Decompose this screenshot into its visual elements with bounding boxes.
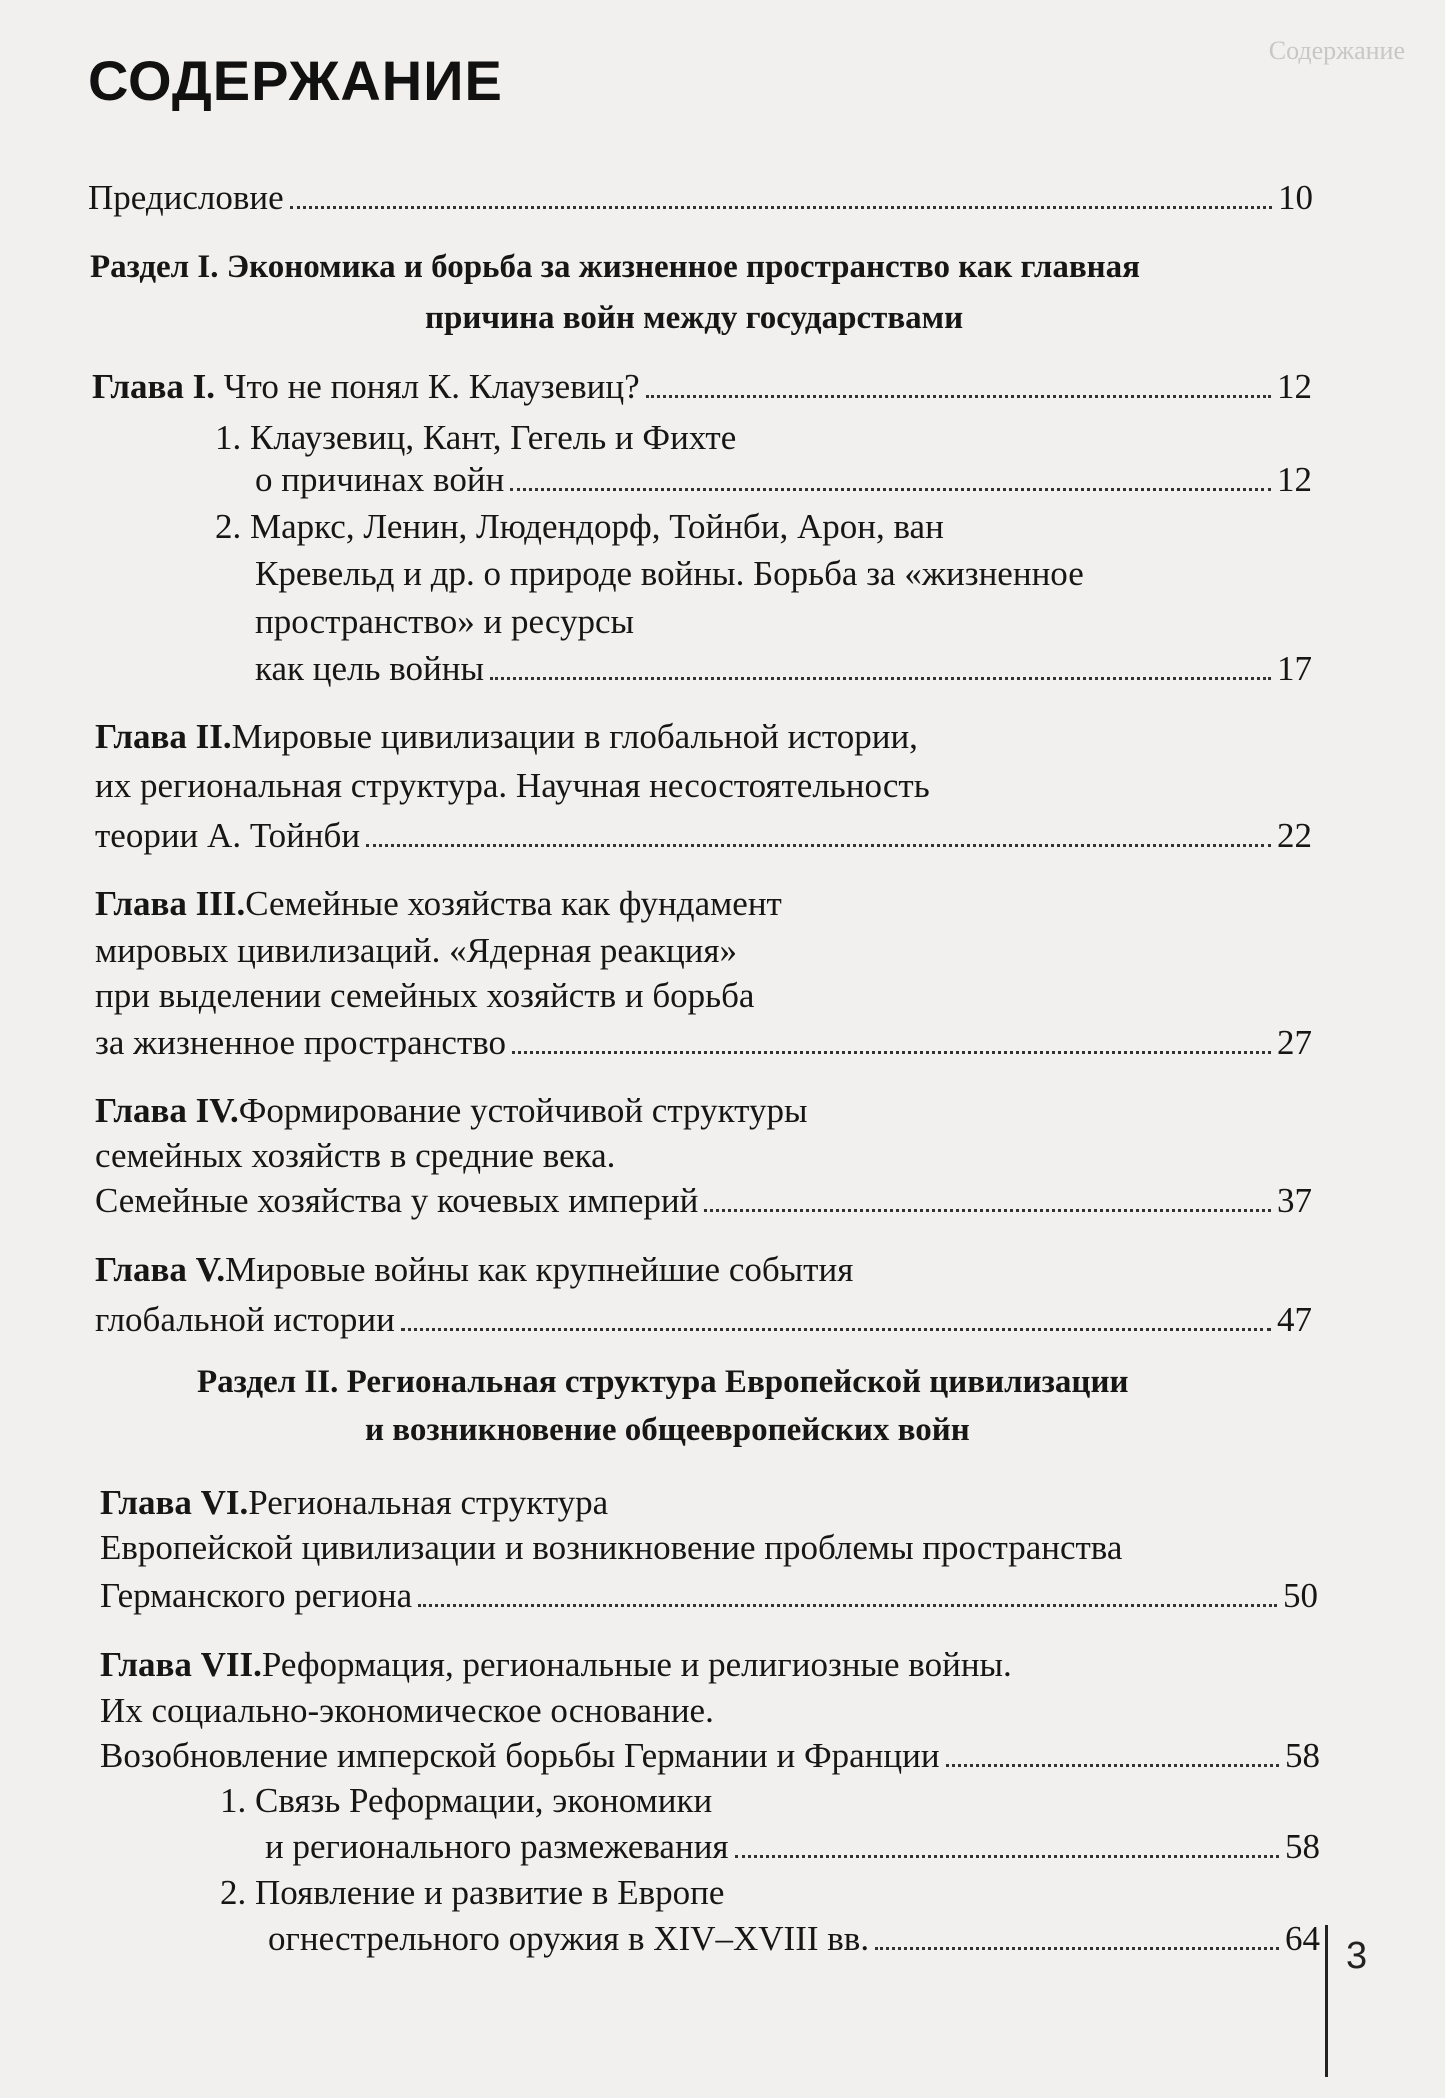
toc-entry-chapter-3-line3: при выделении семейных хозяйств и борьба [95,976,755,1015]
dot-leader [875,1947,1279,1950]
chapter-title: Что не понял К. Клаузевиц? [214,367,640,406]
toc-page-number: 10 [1278,178,1313,217]
toc-entry-1-2-line1: 2. Маркс, Ленин, Людендорф, Тойнби, Арон, ван [215,507,944,546]
section-heading-2-line2: и возникновение общеевропейских войн [365,1412,970,1448]
toc-entry-preface[interactable] [88,180,1313,215]
page-number: 3 [1346,1935,1368,1977]
dot-leader [290,206,1272,209]
chapter-label: Глава VII. [100,1645,262,1684]
toc-entry-1-2-line3: пространство» и ресурсы [255,602,635,641]
toc-entry-7-1[interactable] [265,1829,1320,1864]
chapter-label: Глава V. [95,1250,226,1289]
toc-page-number: 12 [1277,460,1312,499]
toc-entry-title: Германского региона [100,1576,413,1615]
toc-page-number: 58 [1285,1827,1320,1866]
dot-leader [490,677,1271,680]
toc-entry-chapter-7[interactable] [100,1738,1320,1773]
dot-leader [418,1604,1277,1607]
chapter-label: Глава I. [92,367,215,406]
dot-leader [704,1209,1271,1212]
toc-entry-title: Семейные хозяйства у кочевых империй [95,1181,699,1220]
page-title: СОДЕРЖАНИЕ [88,49,503,112]
toc-entry-chapter-2[interactable] [95,818,1312,853]
page-number-rule [1325,1925,1328,2077]
toc-entry-chapter-3-line2: мировых цивилизаций. «Ядерная реакция» [95,931,737,970]
toc-page-number: 27 [1277,1023,1312,1062]
show-through-running-head: Содержание [1268,36,1405,65]
chapter-label: Глава IV. [95,1091,239,1130]
toc-entry-title: огнестрельного оружия в XIV–XVIII вв. [268,1919,870,1958]
toc-page-number: 58 [1285,1736,1320,1775]
toc-entry-chapter-2-line2: их региональная структура. Научная несостоятельность [95,766,930,805]
toc-entry-chapter-4-line1 [95,1093,807,1128]
toc-entry-1-1-line1: 1. Клаузевиц, Кант, Гегель и Фихте [215,418,737,457]
dot-leader [401,1328,1271,1331]
toc-entry-chapter-6-line1 [100,1485,608,1520]
dot-leader [646,395,1271,398]
chapter-label: Глава VI. [100,1483,249,1522]
toc-page-number: 47 [1277,1300,1312,1339]
toc-entry-title: как цель войны [255,649,484,688]
toc-entry-1-2-line2: Кревельд и др. о природе войны. Борьба за «жизненное [255,554,1084,593]
chapter-label: Глава III. [95,884,246,923]
toc-entry-7-2-line1: 2. Появление и развитие в Европе [220,1873,725,1912]
toc-page-number: 64 [1285,1919,1320,1958]
toc-entry-chapter-7-line1 [100,1647,1012,1682]
section-heading-1-line1: Раздел I. Экономика и борьба за жизненное пространство как главная [90,249,1141,285]
toc-entry-title [92,369,640,404]
toc-page-number: 22 [1277,816,1312,855]
dot-leader [946,1764,1279,1767]
section-heading-1-line2: причина войн между государствами [425,300,964,336]
toc-page-number: 12 [1277,367,1312,406]
toc-entry-title: за жизненное пространство [95,1023,507,1062]
toc-entry-chapter-7-line2: Их социально-экономическое основание. [100,1691,714,1730]
chapter-title: Мировые цивилизации в глобальной истории, [231,717,918,756]
toc-page-number: 17 [1277,649,1312,688]
toc-entry-chapter-1[interactable] [92,369,1312,404]
toc-page-number: 37 [1277,1181,1312,1220]
toc-entry-chapter-6[interactable] [100,1578,1318,1613]
chapter-title: Региональная структура [248,1483,609,1522]
toc-entry-chapter-3-line1 [95,886,782,921]
dot-leader [510,488,1271,491]
toc-entry-title: Возобновление имперской борьбы Германии и Франции [100,1736,940,1775]
chapter-title: Мировые войны как крупнейшие события [225,1250,854,1289]
toc-entry-title: и регионального размежевания [265,1827,729,1866]
section-heading-2-line1: Раздел II. Региональная структура Европейской цивилизации [197,1364,1129,1400]
chapter-title: Реформация, региональные и религиозные войны. [261,1645,1012,1684]
toc-entry-chapter-3[interactable] [95,1025,1312,1060]
dot-leader [735,1855,1279,1858]
chapter-title: Семейные хозяйства как фундамент [245,884,782,923]
toc-entry-chapter-4-line2: семейных хозяйств в средние века. [95,1136,616,1175]
toc-entry-title: глобальной истории [95,1300,395,1339]
toc-entry-chapter-2-line1 [95,719,918,754]
toc-entry-chapter-4[interactable] [95,1183,1312,1218]
toc-entry-1-1[interactable] [255,462,1312,497]
toc-entry-title: Предисловие [88,178,284,217]
toc-entry-7-1-line1: 1. Связь Реформации, экономики [220,1781,713,1820]
toc-page-number: 50 [1283,1576,1318,1615]
chapter-label: Глава II. [95,717,232,756]
toc-entry-7-2[interactable] [268,1921,1320,1956]
dot-leader [512,1051,1271,1054]
toc-entry-title: теории А. Тойнби [95,816,361,855]
toc-entry-chapter-6-line2: Европейской цивилизации и возникновение проблемы пространства [100,1528,1123,1567]
toc-entry-1-2[interactable] [255,651,1312,686]
toc-entry-chapter-5[interactable] [95,1302,1312,1337]
dot-leader [366,844,1271,847]
toc-entry-chapter-5-line1 [95,1252,853,1287]
toc-entry-title: о причинах войн [255,460,505,499]
chapter-title: Формирование устойчивой структуры [238,1091,808,1130]
